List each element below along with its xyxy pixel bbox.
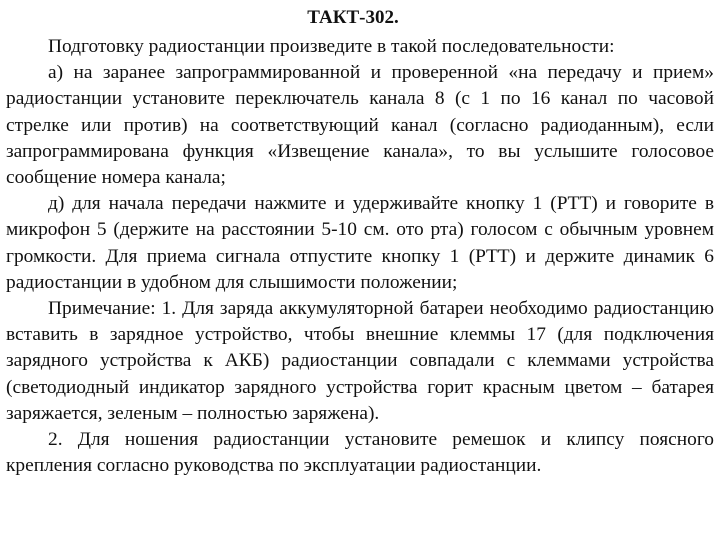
paragraph-note-1: Примечание: 1. Для заряда аккумуляторной батареи необходимо радиостанцию вставить в зарядное устройство, чтобы внешние клеммы 17 (для подключения зарядного устройства к АКБ) радиостанции совпадали с клеммами устройства (светодиодный индикатор зарядного устройства горит красным цветом – батарея заряжается, зеленым – полностью заряжена). [6, 298, 714, 424]
paragraph-note-2: 2. Для ношения радиостанции установите ремешок и клипсу поясного крепления согласно руководства по эксплуатации радиостанции. [6, 429, 714, 477]
paragraph-intro: Подготовку радиостанции произведите в такой последовательности: [48, 36, 615, 57]
document-title: ТАКТ-302. [307, 7, 399, 28]
document-page [6, 6, 714, 479]
paragraph-step-a: а) на заранее запрограммированной и проверенной «на передачу и прием» радиостанции установите переключатель канала 8 (с 1 по 16 канал по часовой стрелке или против) на соответствующий канал (согласно радиоданным), если запрограммирована функция «Извещение канала», то вы услышите голосовое сообщение номера канала; [6, 62, 714, 189]
paragraph-step-d: д) для начала передачи нажмите и удерживайте кнопку 1 (PTT) и говорите в микрофон 5 (держите на расстоянии 5-10 см. ото рта) голосом с обычным уровнем громкости. Для приема сигнала отпустите кнопку 1 (PTT) и держите динамик 6 радиостанции в удобном для слышимости положении; [6, 193, 714, 293]
